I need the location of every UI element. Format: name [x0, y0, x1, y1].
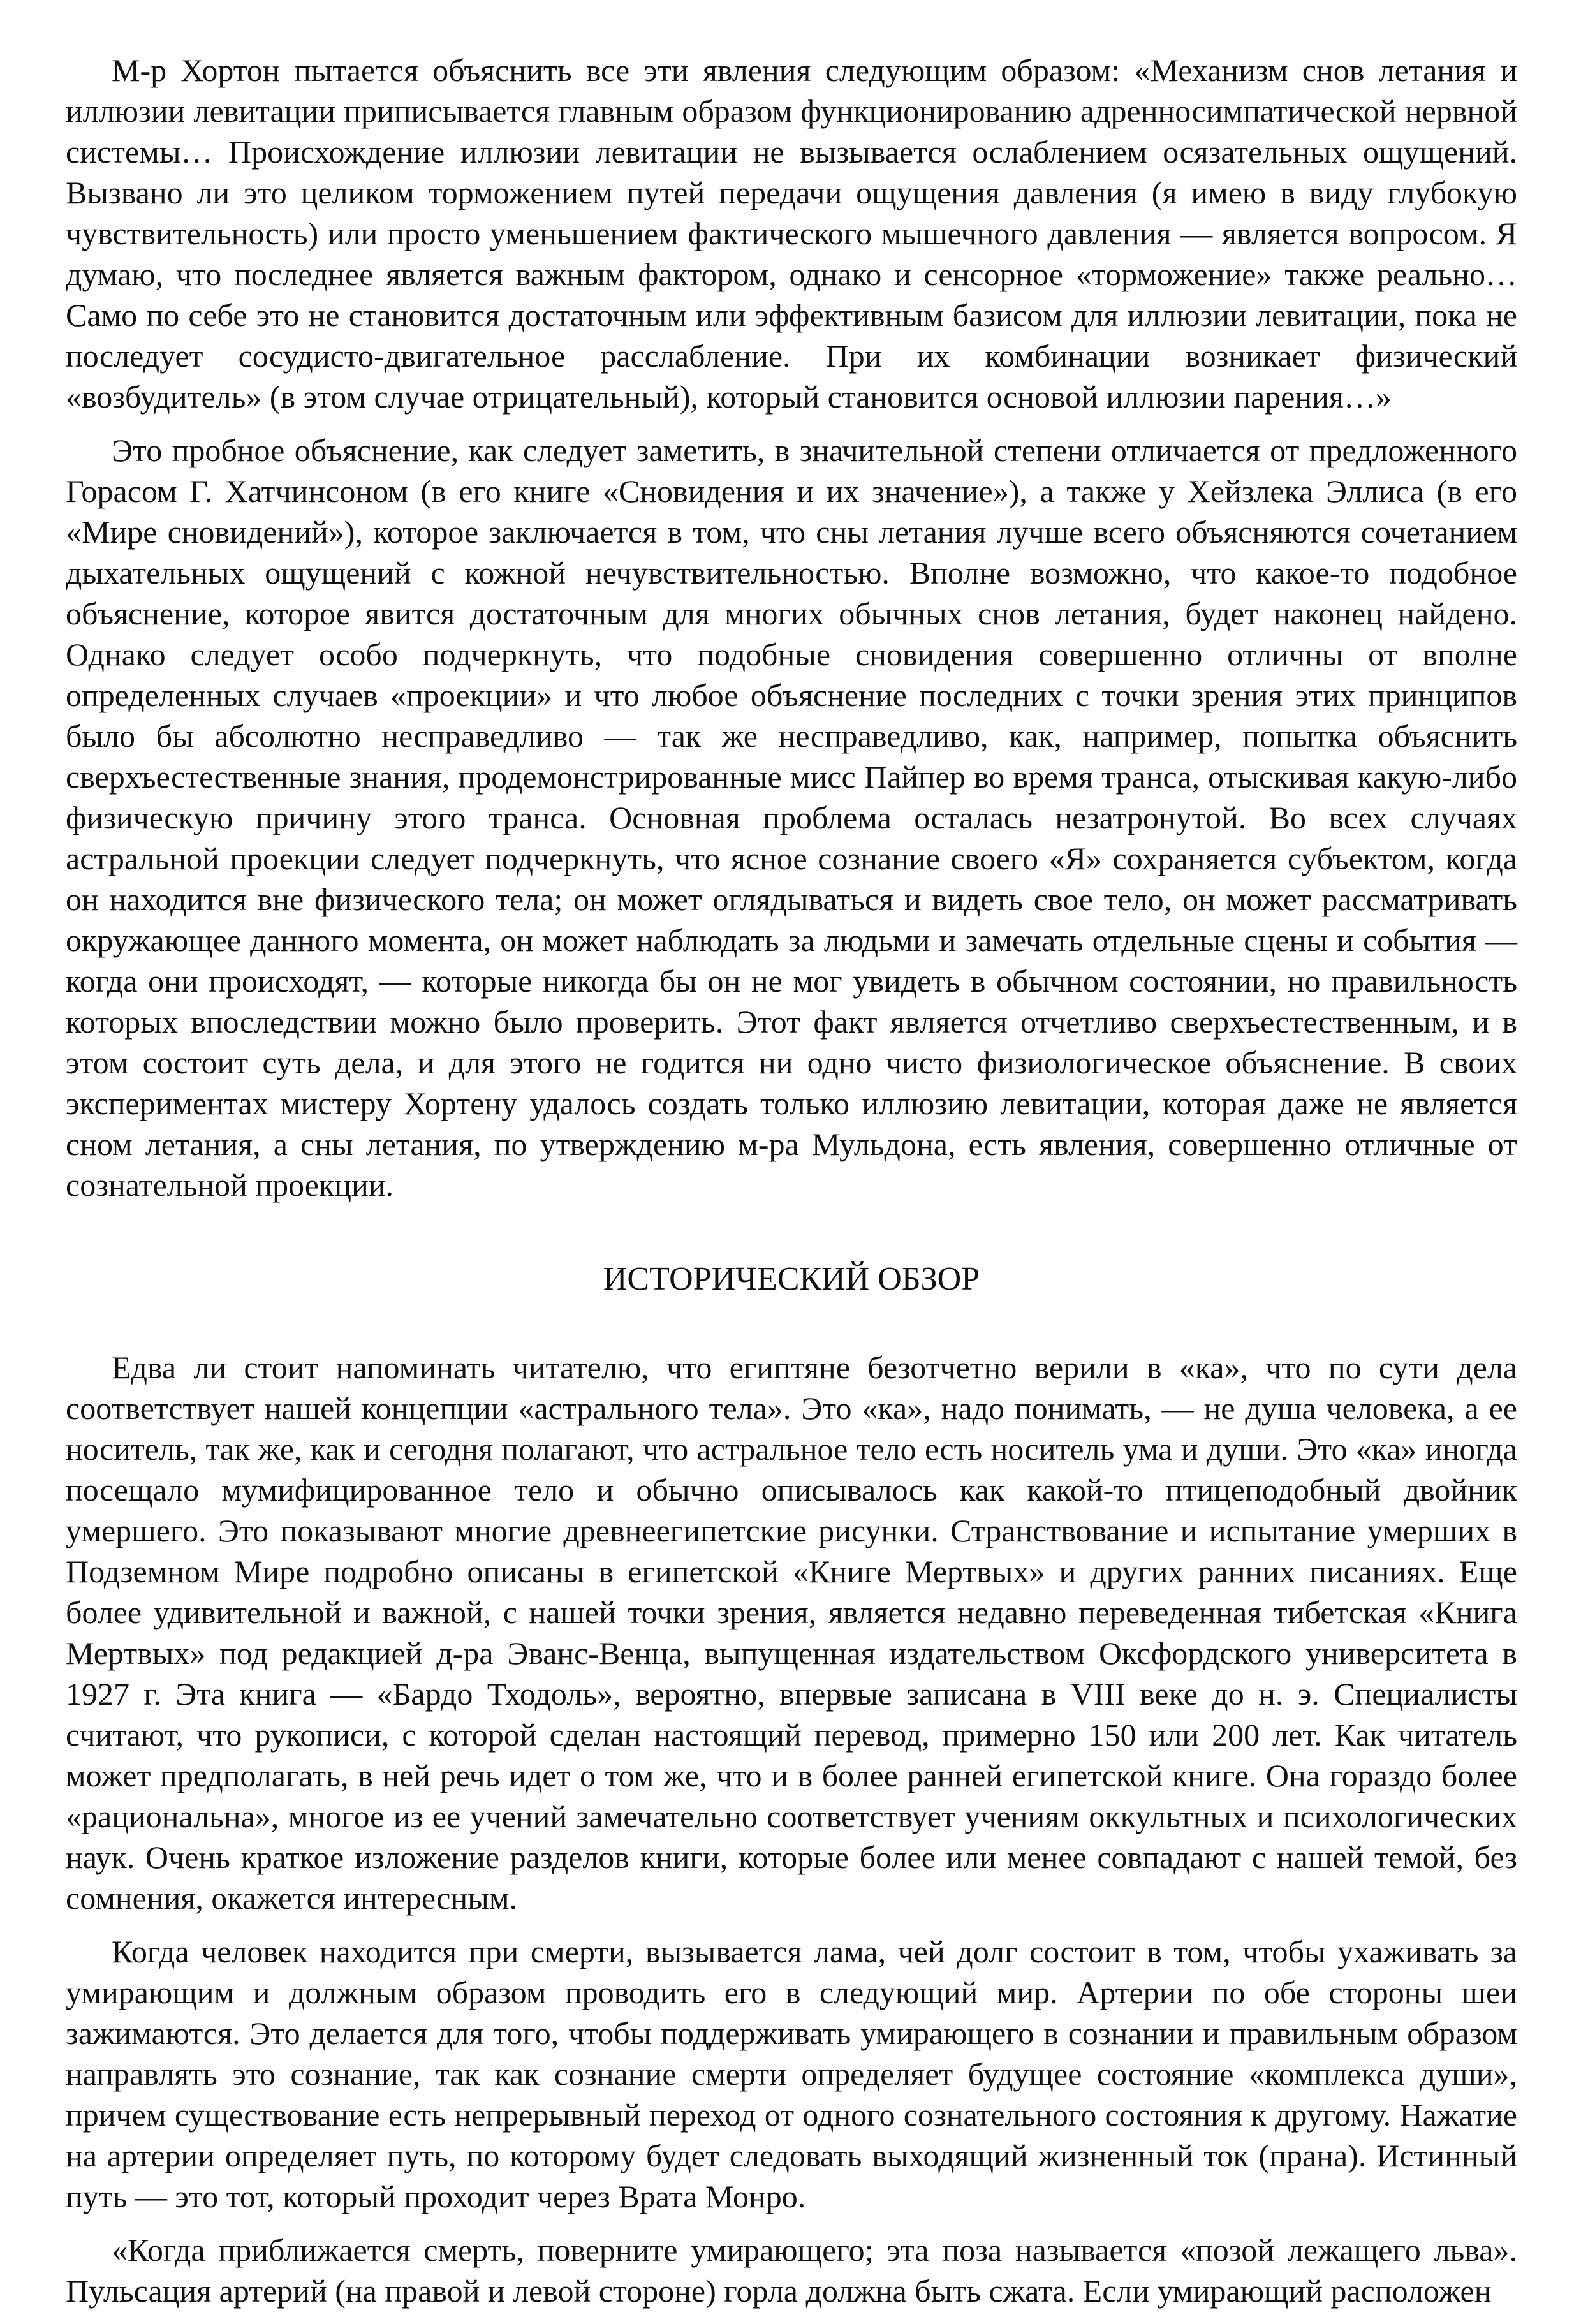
paragraph-egyptians-ka: Едва ли стоит напоминать читателю, что египтяне безотчетно верили в «ка», что по сути дела соответствует нашей концепции «астрального тела». Это «ка», надо понимать, — не душа человека, а ее носитель, так же, как и сегодня полагают, что астральное тело есть носитель ума и души. Это «ка» иногда посещало мумифицированное тело и обычно описывалось как какой-то птицеподобный двойник умершего. Это показывают многие древнеегипетские рисунки. Странствование и испытание умерших в Подземном Мире подробно описаны в египетской «Книге Мертвых» и других ранних писаниях. Еще более удивительной и важной, с нашей точки зрения, является недавно переведенная тибетская «Книга Мертвых» под редакцией д-ра Эванс-Венца, выпущенная издательством Оксфордского университета в 1927 г. Эта книга — «Бардо Тходоль», вероятно, впервые записана в VIII веке до н. э. Специалисты считают, что рукописи, с которой сделан настоящий перевод, примерно 150 или 200 лет. Как читатель может предполагать, в ней речь идет о том же, что и в более ранней египетской книге. Она гораздо более «рациональна», многое из ее учений замечательно соответствует учениям оккультных и психологических наук. Очень краткое изложение разделов книги, которые более или менее совпадают с нашей темой, без сомнения, окажется интересным.	[66, 1350, 1517, 1916]
paragraph-horton-quote: М-р Хортон пытается объяснить все эти явления следующим образом: «Механизм снов летания и иллюзии левитации приписывается главным образом функционированию адренносимпатической нервной системы… Происхождение иллюзии левитации не вызывается ослаблением осязательных ощущений. Вызвано ли это целиком торможением путей передачи ощущения давления (я имею в виду глубокую чувствительность) или просто уменьшением фактического мышечного давления — является вопросом. Я думаю, что последнее является важным фактором, однако и сенсорное «торможение» также реально… Само по себе это не становится достаточным или эффективным базисом для иллюзии левитации, пока не последует сосудисто-двигательное расслабление. При их комбинации возникает физический «возбудитель» (в этом случае отрицательный), который становится основой иллюзии парения…»	[66, 52, 1517, 415]
paragraph-tentative-explanation: Это пробное объяснение, как следует заметить, в значительной степени отличается от предложенного Горасом Г. Хатчинсоном (в его книге «Сновидения и их значение»), а также у Хейзлека Эллиса (в его «Мире сновидений»), которое заключается в том, что сны летания лучше всего объясняются сочетанием дыхательных ощущений с кожной нечувствительностью. Вполне возможно, что какое-то подобное объяснение, которое явится достаточным для многих обычных снов летания, будет наконец найдено. Однако следует особо подчеркнуть, что подобные сновидения совершенно отличны от вполне определенных случаев «проекции» и что любое объяснение последних с точки зрения этих принципов было бы абсолютно несправедливо — так же несправедливо, как, например, попытка объяснить сверхъестественные знания, продемонстрированные мисс Пайпер во время транса, отыскивая какую-либо физическую причину этого транса. Основная проблема осталась незатронутой. Во всех случаях астральной проекции следует подчеркнуть, что ясное сознание своего «Я» сохраняется субъектом, когда он находится вне физического тела; он может оглядываться и видеть свое тело, он может рассматривать окружающее данного момента, он может наблюдать за людьми и замечать отдельные сцены и события — когда они происходят, — которые никогда бы он не мог увидеть в обычном состоянии, но правильность которых впоследствии можно было проверить. Этот факт является отчетливо сверхъестественным, и в этом состоит суть дела, и для этого не годится ни одно чисто физиологическое объяснение. В своих экспериментах мистеру Хортену удалось создать только иллюзию левитации, которая даже не является сном летания, а сны летания, по утверждению м-ра Мульдона, есть явления, совершенно отличные от сознательной проекции.	[66, 432, 1517, 1203]
paragraph-lion-posture: «Когда приближается смерть, поверните умирающего; эта поза называется «позой лежащего льва». Пульсация артерий (на правой и левой стороне) горла должна быть сжата. Если умирающий расположен	[66, 2232, 1517, 2309]
paragraph-lama-dying: Когда человек находится при смерти, вызывается лама, чей долг состоит в том, чтобы ухаживать за умирающим и должным образом проводить его в следующий мир. Артерии по обе стороны шеи зажимаются. Это делается для того, чтобы поддерживать умирающего в сознании и правильным образом направлять это сознание, так как сознание смерти определяет будущее состояние «комплекса души», причем существование есть непрерывный переход от одного сознательного состояния к другому. Нажатие на артерии определяет путь, по которому будет следовать выходящий жизненный ток (прана). Истинный путь — это тот, который проходит через Врата Монро.	[66, 1934, 1517, 2214]
section-heading-historical-overview: ИСТОРИЧЕСКИЙ ОБЗОР	[603, 1261, 980, 1297]
document-page	[66, 50, 1517, 2324]
